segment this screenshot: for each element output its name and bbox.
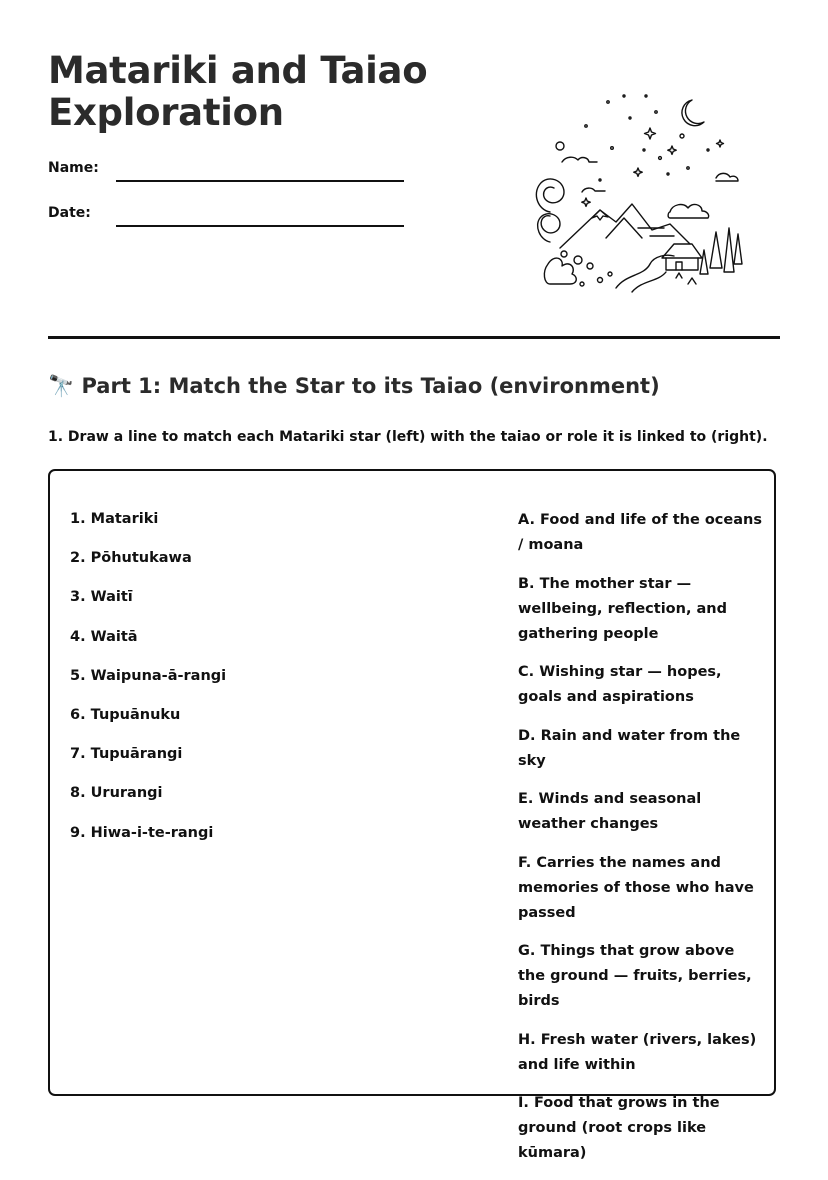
taiao-item: B. The mother star — wellbeing, reflection, and gathering people — [518, 575, 728, 642]
taiao-item: G. Things that grow above the ground — fruits, berries, birds — [518, 943, 752, 1009]
night-sky-landscape-illustration — [520, 88, 760, 293]
taiao-list — [518, 508, 766, 1180]
star-list — [70, 509, 226, 862]
star-item: 9. Hiwa-i-te-rangi — [70, 824, 214, 841]
star-item: 4. Waitā — [70, 628, 138, 645]
section-divider — [48, 336, 780, 339]
moon-icon — [682, 100, 704, 126]
taiao-item: D. Rain and water from the sky — [518, 727, 741, 769]
taiao-item: E. Winds and seasonal weather changes — [518, 791, 702, 832]
star-item: 8. Ururangi — [70, 785, 163, 802]
star-item: 7. Tupuārangi — [70, 746, 183, 763]
star-item: 3. Waitī — [70, 589, 133, 606]
taiao-item: H. Fresh water (rivers, lakes) and life within — [518, 1031, 757, 1073]
name-label: Name: — [48, 160, 99, 176]
taiao-item: F. Carries the names and memories of those who have passed — [518, 854, 754, 921]
matching-box — [48, 469, 776, 1161]
star-item: 2. Pōhutukawa — [70, 550, 192, 567]
taiao-item: C. Wishing star — hopes, goals and aspirations — [518, 664, 722, 705]
taiao-item: I. Food that grows in the ground (root crops like kūmara) — [518, 1095, 720, 1161]
part1-instruction: 1. Draw a line to match each Matariki star (left) with the taiao or role it is linked to (right). — [48, 429, 768, 445]
star-item: 1. Matariki — [70, 511, 159, 527]
date-label: Date: — [48, 205, 91, 221]
date-field[interactable] — [116, 225, 404, 227]
stars-icon — [556, 95, 724, 206]
taiao-item: A. Food and life of the oceans / moana — [518, 512, 762, 553]
name-field[interactable] — [116, 180, 404, 182]
page-title: Matariki and Taiao Exploration — [48, 49, 428, 134]
part1-heading: 🔭 Part 1: Match the Star to its Taiao (environment) — [48, 374, 660, 398]
star-item: 5. Waipuna-ā-rangi — [70, 667, 227, 684]
star-item: 6. Tupuānuku — [70, 706, 181, 723]
